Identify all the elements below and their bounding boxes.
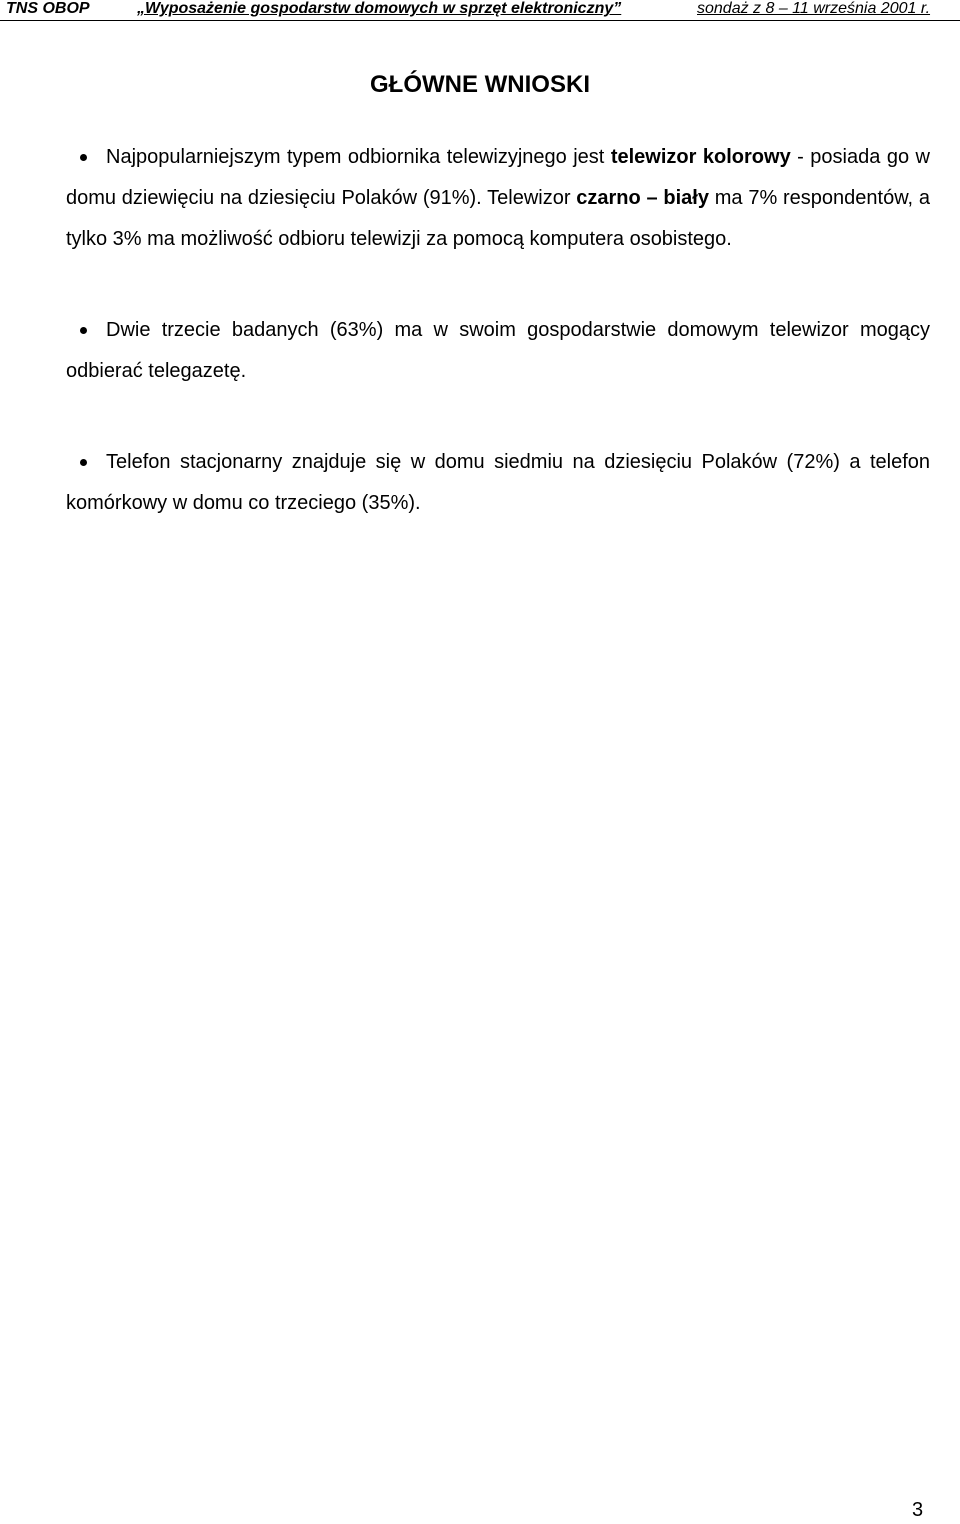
bullet-emphasis: telewizor kolorowy [610,146,791,168]
bullet-icon [80,327,87,334]
list-item [66,137,930,260]
bullet-text: Najpopularniejszym typem odbiornika telewizyjnego jest [106,146,611,168]
bullet-text: - posiada go w domu dziewięciu na dziesięciu Polaków (91%). Telewizor [66,146,930,209]
header-survey-date: sondaż z 8 – 11 września 2001 r. [697,0,931,17]
list-item [66,442,930,524]
header-survey-title: „Wyposażenie gospodarstw domowych w sprzęt elektroniczny” [137,0,622,17]
bullet-text: Telefon stacjonarny znajduje się w domu siedmiu na dziesięciu Polaków (72%) a telefon komórkowy w domu co trzeciego (35%). [66,451,930,514]
bullet-icon [80,459,87,466]
conclusions-list [66,137,930,574]
page-header [0,0,960,21]
list-item [66,310,930,392]
header-organization: TNS OBOP [6,0,90,17]
bullet-emphasis: czarno – biały [576,187,709,209]
bullet-icon [80,154,87,161]
bullet-text: ma 7% respondentów, a tylko 3% ma możliwość odbioru telewizji za pomocą komputera osobistego. [66,187,931,250]
page-title: GŁÓWNE WNIOSKI [370,71,590,98]
page-number: 3 [912,1499,924,1521]
bullet-text: Dwie trzecie badanych (63%) ma w swoim gospodarstwie domowym telewizor mogący odbierać telegazetę. [66,319,930,382]
